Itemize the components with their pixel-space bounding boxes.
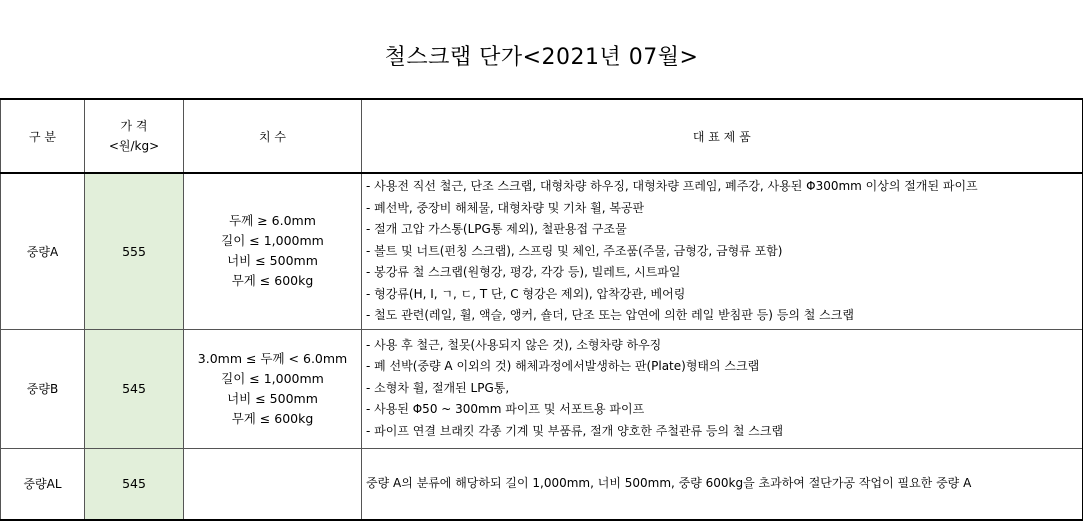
- header-type-label: 구 분: [29, 129, 56, 144]
- header-dimension: [184, 99, 362, 173]
- list-item: - 봉강류 철 스크랩(원형강, 평강, 각강 등), 빌레트, 시트파일: [366, 265, 681, 279]
- row-items-cell: [362, 448, 1083, 520]
- row-price-cell: [85, 173, 184, 329]
- dimension-line: 무게 ≤ 600kg: [231, 410, 314, 426]
- row-price-cell: [85, 448, 184, 520]
- row-dimension-cell: [184, 173, 362, 329]
- row-items-cell: [362, 329, 1083, 448]
- table-row: [1, 448, 1083, 520]
- list-item: - 사용 후 철근, 철못(사용되지 않은 것), 소형차량 하우징: [366, 337, 662, 352]
- row-type: 중량B: [26, 382, 59, 396]
- row-dimension-cell: [184, 448, 362, 520]
- row-type: 중량A: [26, 244, 59, 259]
- price-table: [0, 98, 1083, 521]
- list-item: - 폐 선박(중량 A 이외의 것) 해체과정에서발생하는 판(Plate)형태의 스크랩: [366, 359, 760, 374]
- header-dimension-label: 치 수: [259, 129, 286, 144]
- table-row: [1, 173, 1083, 329]
- row-type-cell: [1, 173, 85, 329]
- header-items: [362, 99, 1083, 173]
- dimension-line: 두께 ≥ 6.0mm: [229, 213, 316, 229]
- list-item: - 소형차 휠, 절개된 LPG통,: [366, 380, 510, 395]
- row-type: 중량AL: [23, 477, 62, 491]
- dimension-line: 3.0mm ≤ 두께 < 6.0mm: [197, 350, 348, 366]
- row-price: 545: [122, 476, 146, 491]
- table-row: [1, 329, 1083, 448]
- row-dimension-cell: [184, 329, 362, 448]
- dimension-line: 무게 ≤ 600kg: [231, 273, 314, 289]
- header-price-label: 가 격: [120, 119, 148, 133]
- header-price: [85, 99, 184, 173]
- list-item: - 볼트 및 너트(펀칭 스크랩), 스프링 및 체인, 주조품(주물, 금형강, 금형류 포함): [366, 243, 783, 258]
- list-item: - 사용된 Φ50 ~ 300mm 파이프 및 서포트용 파이프: [366, 402, 645, 417]
- header-type: [1, 99, 85, 173]
- header-price-unit: <원/kg>: [108, 139, 160, 153]
- header-items-label: 대 표 제 품: [692, 129, 751, 144]
- list-item: - 절개 고압 가스통(LPG통 제외), 철판용접 구조물: [366, 222, 627, 236]
- dimension-line: 길이 ≤ 1,000mm: [221, 370, 324, 386]
- table-header-row: [1, 99, 1083, 173]
- items-list: [362, 174, 1082, 329]
- dimension-line: 너비 ≤ 500mm: [227, 253, 318, 269]
- dimension-line: 길이 ≤ 1,000mm: [221, 233, 324, 249]
- row-price: 545: [122, 381, 146, 396]
- items-text: 중량 A의 분류에 해당하되 길이 1,000mm, 너비 500mm, 중량 600kg을 초과하여 절단가공 작업이 필요한 중량 A: [366, 476, 972, 490]
- list-item: - 폐선박, 중장비 해체물, 대형차량 및 기차 휠, 복공판: [366, 200, 645, 215]
- row-price-cell: [85, 329, 184, 448]
- row-type-cell: [1, 448, 85, 520]
- row-price: 555: [122, 243, 146, 259]
- list-item: - 철도 관련(레일, 휠, 액슬, 앵커, 숄더, 단조 또는 압연에 의한 레일 받침판 등) 등의 철 스크랩: [366, 308, 854, 322]
- row-items-cell: [362, 173, 1083, 329]
- page-title: 철스크랩 단가<2021년 07월>: [384, 45, 699, 70]
- items-list: [362, 333, 1082, 445]
- dimension-line: 너비 ≤ 500mm: [227, 390, 318, 406]
- list-item: - 사용전 직선 철근, 단조 스크랩, 대형차량 하우징, 대형차량 프레임, 폐주강, 사용된 Φ300mm 이상의 절개된 파이프: [366, 179, 978, 193]
- list-item: - 형강류(H, I, ㄱ, ㄷ, T 단, C 형강은 제외), 압착강관, 베어링: [366, 286, 686, 301]
- list-item: - 파이프 연결 브래킷 각종 기계 및 부품류, 절개 양호한 주철관류 등의 철 스크랩: [366, 423, 784, 438]
- row-type-cell: [1, 329, 85, 448]
